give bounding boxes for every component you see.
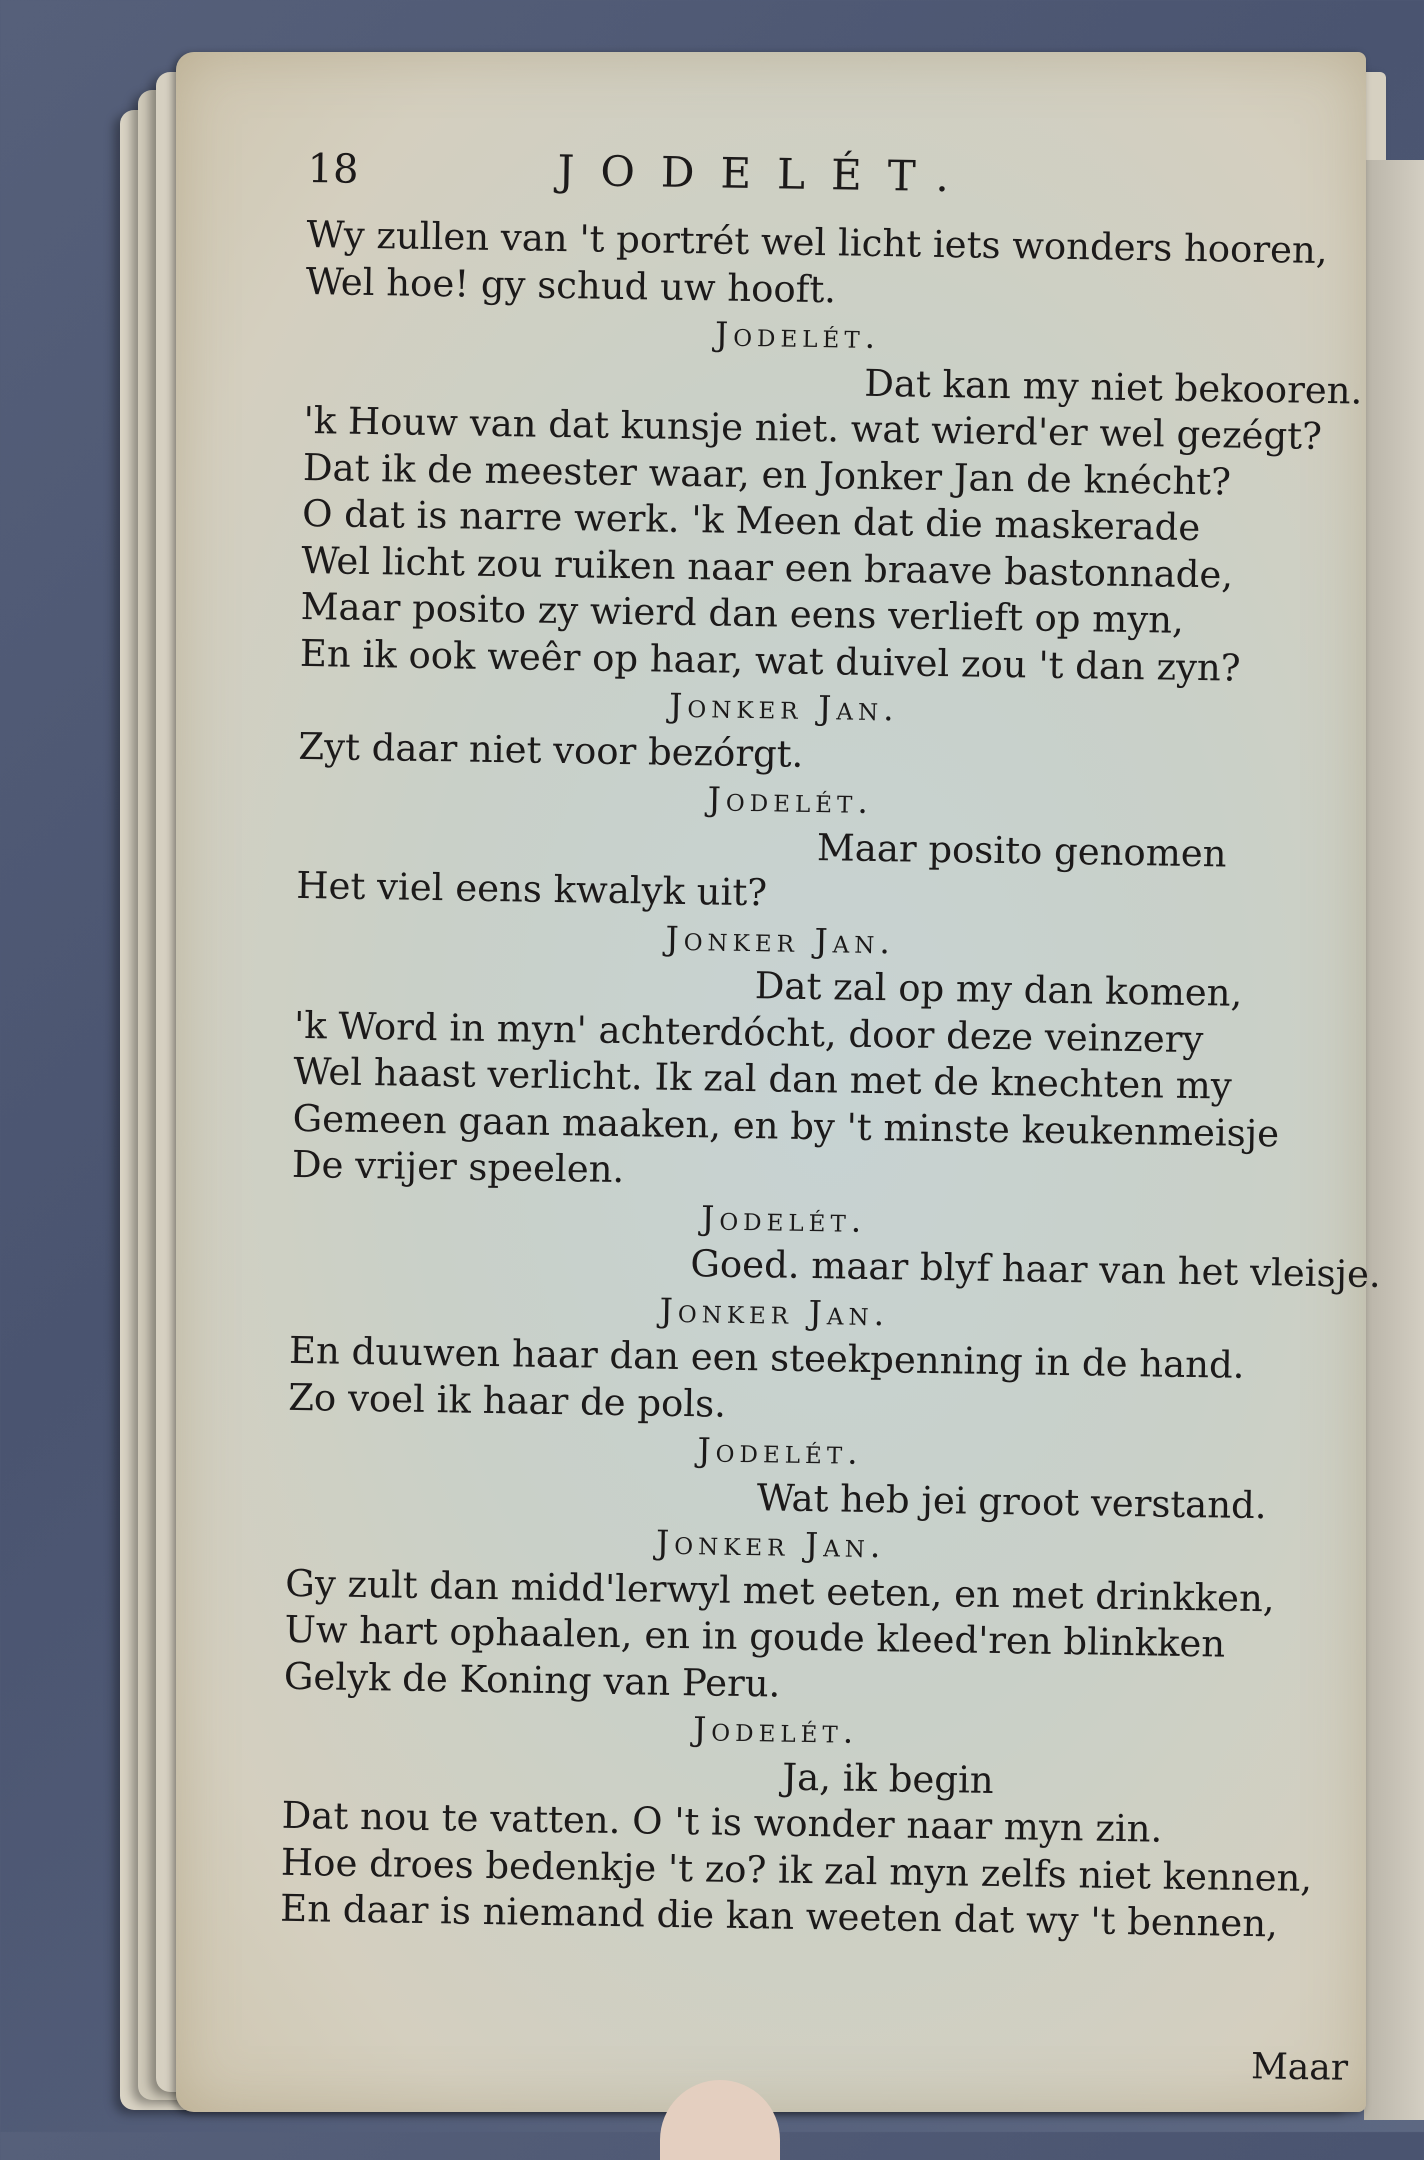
speaker-heading: Jodelét. [697,1430,864,1472]
speaker-heading: Jonker Jan. [668,685,899,729]
verse-line: Gy zult dan midd'lerwyl met eeten, en met drinkken, [285,1561,1275,1620]
speaker-heading: Jonker Jan. [655,1522,886,1566]
verse-line: De vrijer speelen. [291,1142,625,1192]
verse-line: Maar posito zy wierd dan eens verlieft op myn, [300,584,1185,642]
page-text [279,142,1382,1949]
verse-line: Uw hart ophaalen, en in goude kleed'ren blinkken [284,1607,1226,1666]
speaker-heading: Jodelét. [692,1709,859,1751]
verse-line: 'k Word in myn' achterdócht, door deze veinzery [293,1003,1204,1061]
play-text-lines [279,212,1382,1949]
verse-line: Dat ik de meester waar, en Jonker Jan de knécht? [302,445,1232,504]
verse-line: En daar is niemand die kan weeten dat wy 't bennen, [279,1886,1279,1946]
facing-page-edge [1364,160,1424,2120]
verse-line: Goed. maar blyf haar van het vleisje. [690,1242,1382,1296]
verse-line: Dat zal op my dan komen, [754,964,1243,1015]
book-page [176,52,1382,2112]
verse-line: Ja, ik begin [782,1755,995,1802]
verse-line: Dat nou te vatten. O 't is wonder naar myn zin. [281,1793,1163,1851]
verse-line: En ik ook weêr op haar, wat duivel zou 't dan zyn? [299,631,1241,690]
speaker-heading: Jonker Jan. [659,1290,890,1333]
verse-line: 'k Houw van dat kunsje niet. wat wierd'er wel gezégt? [303,398,1323,458]
verse-line: Hoe droes bedenkje 't zo? ik zal myn zelfs niet kennen, [280,1840,1313,1900]
running-head: JODELÉT. [557,145,976,202]
verse-line: Zo voel ik haar de pols. [287,1375,727,1426]
verse-line: Dat kan my niet bekooren. [863,361,1363,413]
verse-line: Wel hoe! gy schud uw hooft. [305,259,837,311]
verse-line: Gemeen gaan maaken, en by 't minste keukenmeisje [292,1096,1280,1155]
speaker-heading: Jonker Jan. [665,918,896,961]
verse-line: En duuwen haar dan een steekpenning in de hand. [288,1328,1245,1387]
verse-line: O dat is narre werk. 'k Meen dat die maskerade [301,491,1201,550]
verse-line: Wel haast verlicht. Ik zal dan met de knechten my [293,1049,1233,1108]
page-number: 18 [307,145,359,193]
verse-line: Maar posito genomen [816,825,1227,876]
speaker-heading: Jodelét. [714,314,881,357]
verse-line: Wat heb jei groot verstand. [756,1475,1267,1527]
verse-line: Gelyk de Koning van Peru. [283,1654,781,1706]
catchword: Maar [1250,2046,1349,2089]
verse-line: Wel licht zou ruiken naar een braave bastonnade, [301,538,1234,597]
verse-line: Wy zullen van 't portrét wel licht iets wonders hooren, [306,212,1328,273]
verse-line: Zyt daar niet voor bezórgt. [298,724,804,776]
speaker-heading: Jodelét. [700,1197,867,1240]
speaker-heading: Jodelét. [707,779,874,821]
verse-line: Het viel eens kwalyk uit? [295,863,768,915]
